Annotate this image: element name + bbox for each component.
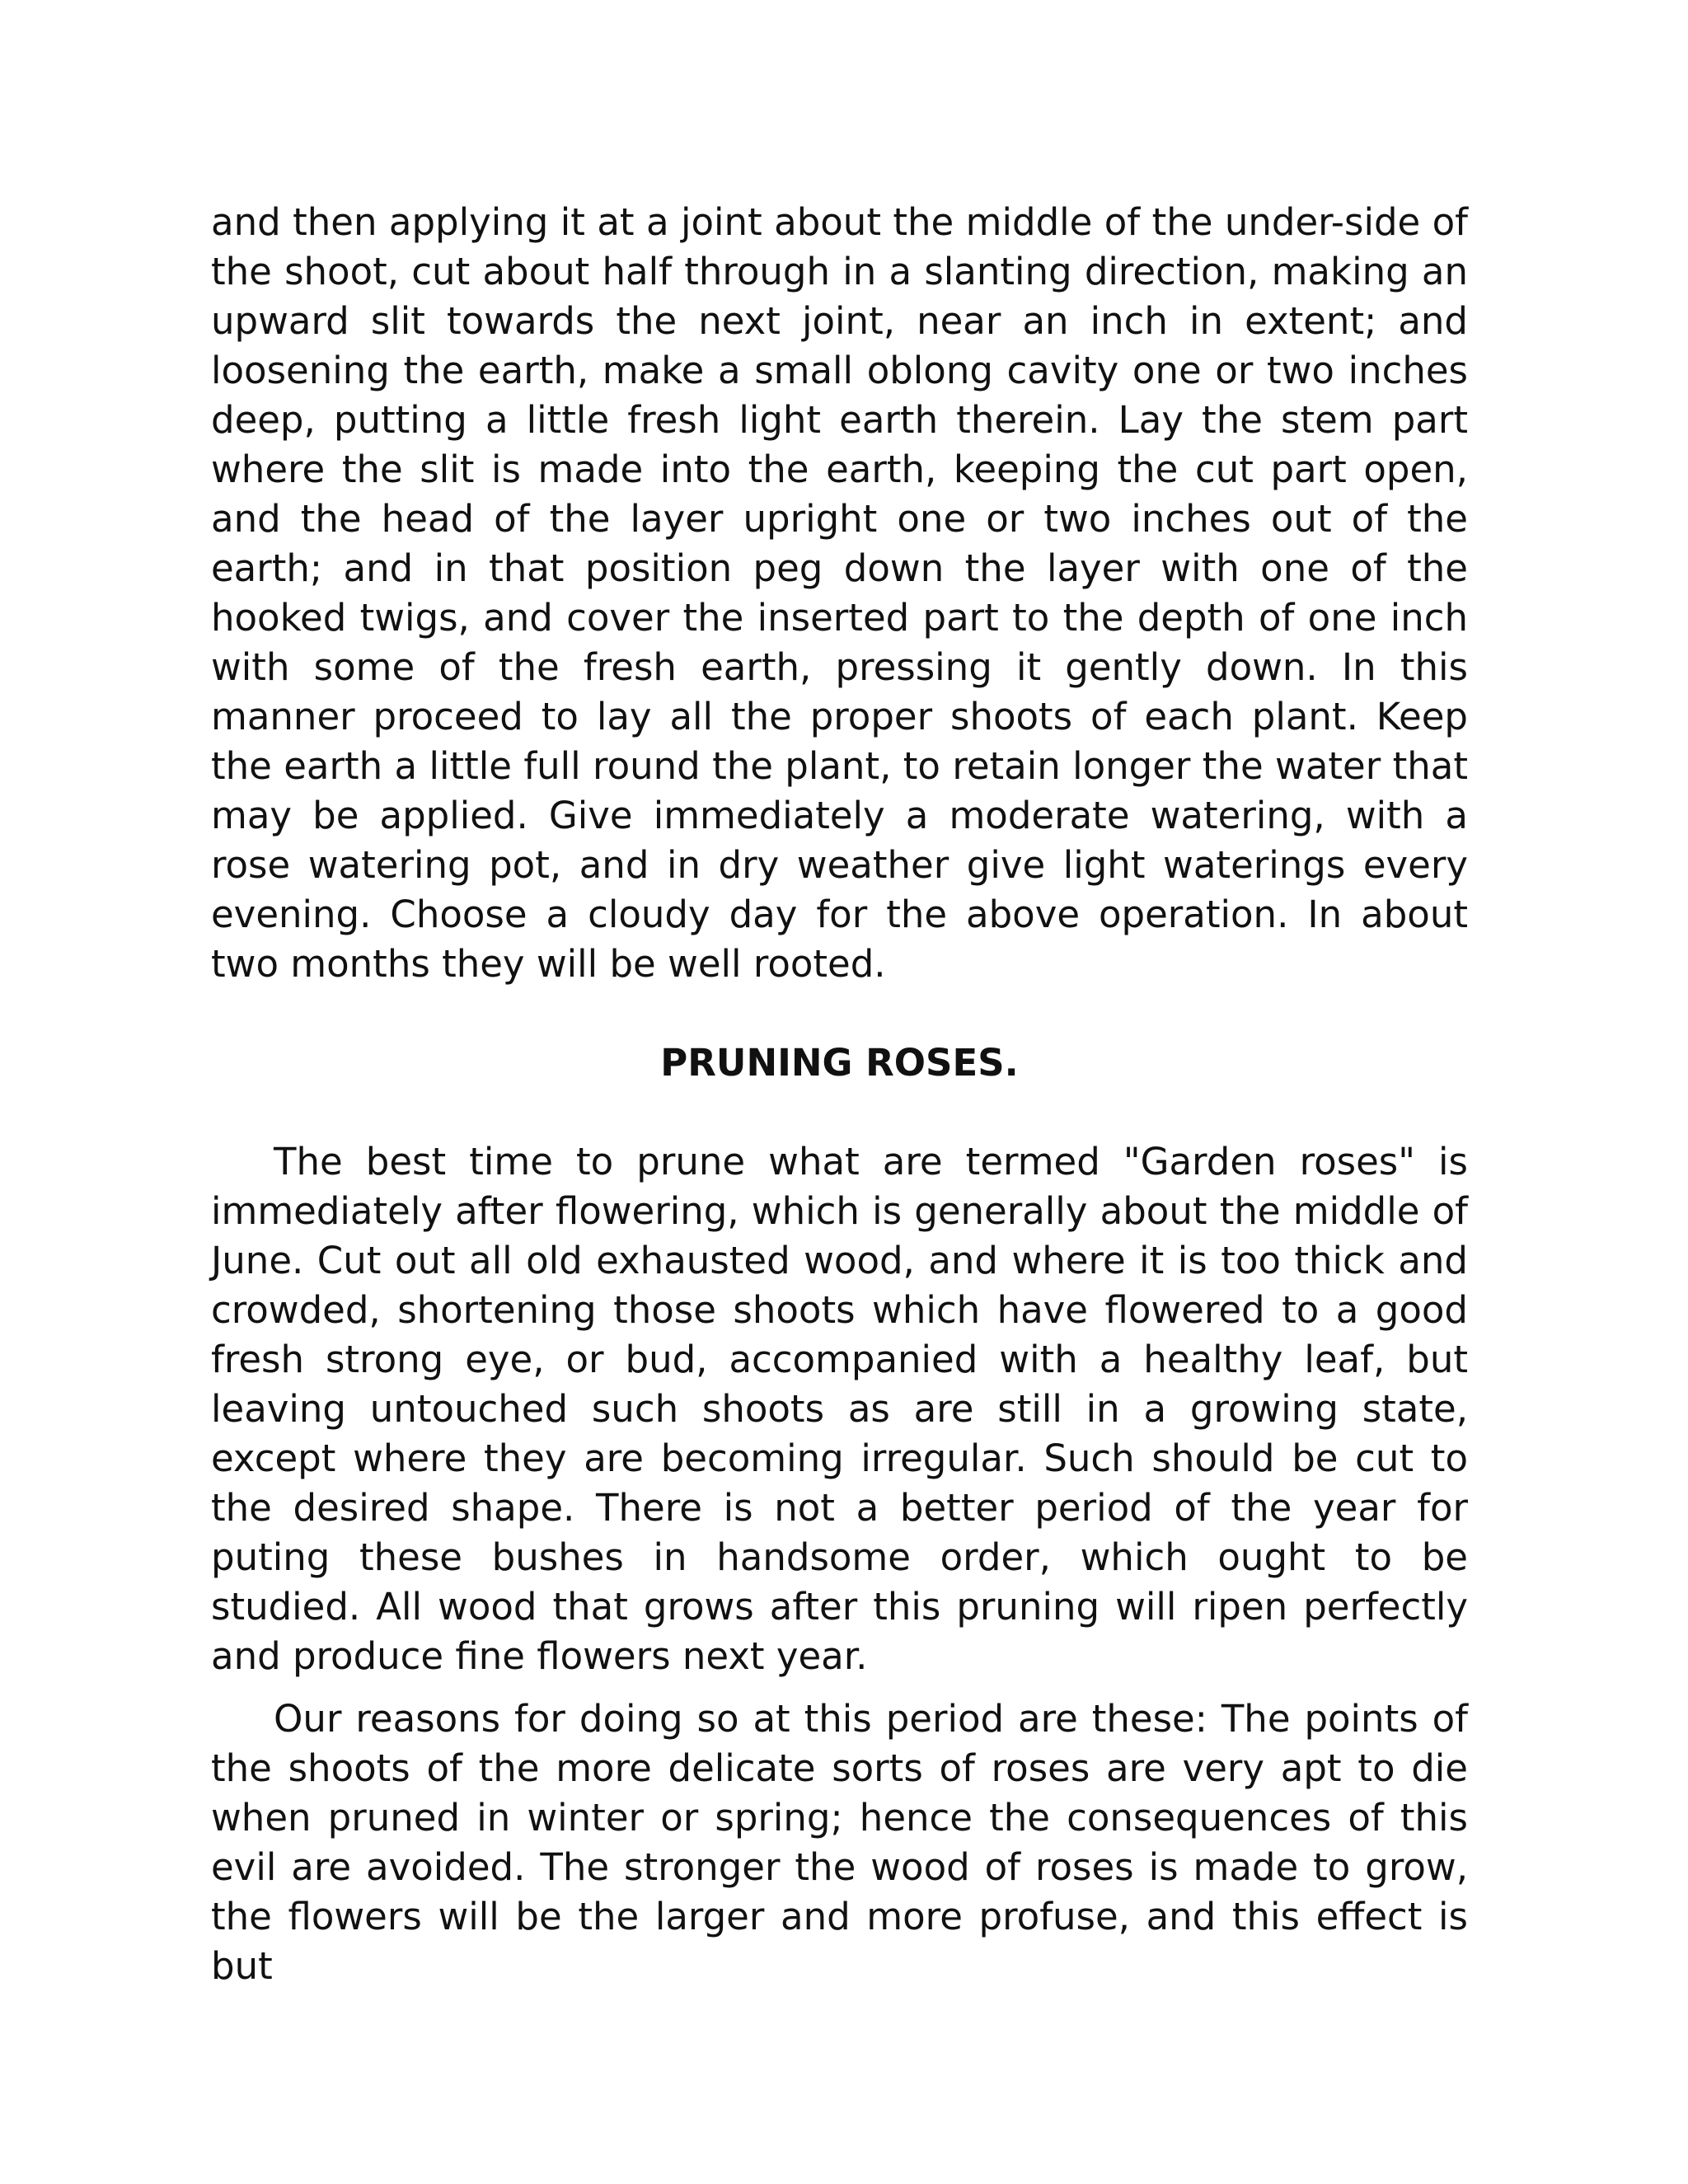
section-heading: PRUNING ROSES. bbox=[660, 1041, 1019, 1085]
paragraph-reasons: Our reasons for doing so at this period are these: The points of the shoots of the more delicate sorts of roses are very apt to die when pruned in winter or spring; hence the consequences of this evil are avoided. The stronger the wood of roses is made to grow, the flowers will be the larger and more profuse, and this effect is but bbox=[211, 1697, 1468, 1988]
body-text bbox=[211, 198, 1468, 1991]
paragraph-layering-continuation: and then applying it at a joint about the middle of the under-side of the shoot, cut about half through in a slanting direction, making an upward slit towards the next joint, near an inch in extent; and loosening the earth, make a small oblong cavity one or two inches deep, putting a little fresh light earth therein. Lay the stem part where the slit is made into the earth, keeping the cut part open, and the head of the layer upright one or two inches out of the earth; and in that position peg down the layer with one of the hooked twigs, and cover the inserted part to the depth of one inch with some of the fresh earth, pressing it gently down. In this manner proceed to lay all the proper shoots of each plant. Keep the earth a little full round the plant, to retain longer the water that may be applied. Give immediately a moderate watering, with a rose watering pot, and in dry weather give light waterings every evening. Choose a cloudy day for the above operation. In about two months they will be well rooted. bbox=[211, 200, 1468, 986]
paragraph-pruning-time: The best time to prune what are termed "Garden roses" is immediately after flowering, which is generally about the middle of June. Cut out all old exhausted wood, and where it is too thick and crowded, shortening those shoots which have flowered to a good fresh strong eye, or bud, accompanied with a healthy leaf, but leaving untouched such shoots as are still in a growing state, except where they are becoming irregular. Such should be cut to the desired shape. There is not a better period of the year for puting these bushes in handsome order, which ought to be studied. All wood that grows after this pruning will ripen perfectly and produce fine flowers next year. bbox=[211, 1140, 1468, 1678]
